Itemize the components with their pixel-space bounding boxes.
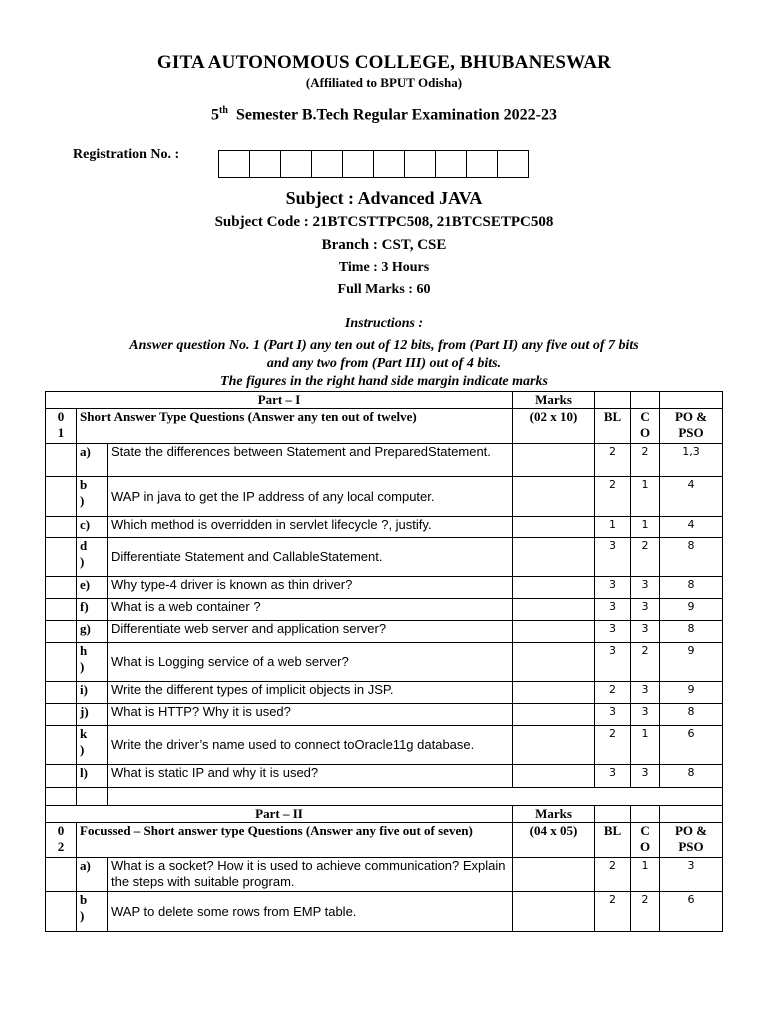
- po-value: 8: [660, 538, 723, 577]
- row-spacer: [46, 621, 77, 643]
- question-row: [46, 682, 723, 704]
- row-spacer: [46, 858, 77, 892]
- co-value: 3: [631, 704, 660, 726]
- marks-cell: [513, 726, 595, 765]
- question-text: Why type-4 driver is known as thin driver?: [108, 577, 513, 599]
- label-line: i): [80, 682, 88, 697]
- marks-cell: [513, 682, 595, 704]
- label-line: j): [80, 704, 89, 719]
- registration-boxes[interactable]: [218, 150, 529, 178]
- question-text: What is HTTP? Why it is used?: [108, 704, 513, 726]
- bl-value: 2: [595, 682, 631, 704]
- reg-box[interactable]: [498, 151, 528, 177]
- question-row: [46, 599, 723, 621]
- question-row: [46, 726, 723, 765]
- college-name: GITA AUTONOMOUS COLLEGE, BHUBANESWAR: [156, 52, 612, 73]
- bl-value: 2: [595, 726, 631, 765]
- co-value: 3: [631, 599, 660, 621]
- reg-box[interactable]: [219, 151, 250, 177]
- question-row: [46, 577, 723, 599]
- reg-box[interactable]: [467, 151, 498, 177]
- marks-cell: [513, 704, 595, 726]
- marks-cell: [513, 765, 595, 788]
- question-label: [77, 858, 108, 892]
- section-heading: Short Answer Type Questions (Answer any ten out of twelve): [77, 409, 513, 444]
- subject: Subject : Advanced JAVA: [285, 188, 483, 208]
- question-text: WAP to delete some rows from EMP table.: [108, 892, 513, 932]
- reg-box[interactable]: [312, 151, 343, 177]
- row-spacer: [46, 892, 77, 932]
- question-text: What is Logging service of a web server?: [108, 643, 513, 682]
- time: Time : 3 Hours: [338, 260, 430, 275]
- section-marks: (02 x 10): [513, 409, 595, 444]
- po-value: 8: [660, 621, 723, 643]
- instruction-line: The figures in the right hand side margin indicate marks: [220, 374, 548, 389]
- question-row: [46, 621, 723, 643]
- row-spacer: [46, 477, 77, 517]
- po-value: 6: [660, 726, 723, 765]
- label-line: d: [80, 538, 88, 553]
- reg-box[interactable]: [343, 151, 374, 177]
- row-spacer: [46, 599, 77, 621]
- reg-box[interactable]: [250, 151, 281, 177]
- question-row: [46, 517, 723, 538]
- instruction-line: and any two from (Part III) out of 4 bits.: [266, 356, 502, 371]
- question-row: [46, 444, 723, 477]
- po-value: 6: [660, 892, 723, 932]
- question-text: Differentiate web server and application server?: [108, 621, 513, 643]
- question-label: [77, 577, 108, 599]
- bl-value: 2: [595, 477, 631, 517]
- co-value: 2: [631, 538, 660, 577]
- question-text: Differentiate Statement and CallableStatement.: [108, 538, 513, 577]
- marks-cell: [513, 477, 595, 517]
- bl-header: BL: [595, 823, 631, 858]
- bl-value: 3: [595, 538, 631, 577]
- exam-title: [0, 105, 768, 124]
- label-line: f): [80, 599, 89, 614]
- po-value: 8: [660, 704, 723, 726]
- label-line: ): [80, 493, 85, 508]
- bl-value: 2: [595, 892, 631, 932]
- question-label: [77, 517, 108, 538]
- label-line: ): [80, 908, 85, 923]
- blank-cell: [46, 788, 77, 806]
- branch: Branch : CST, CSE: [321, 237, 447, 253]
- blank-row: [46, 788, 723, 806]
- reg-box[interactable]: [374, 151, 405, 177]
- co-value: 3: [631, 682, 660, 704]
- question-label: [77, 477, 108, 517]
- row-spacer: [46, 765, 77, 788]
- bl-value: 2: [595, 858, 631, 892]
- co-value: 3: [631, 765, 660, 788]
- instructions-heading: Instructions :: [344, 316, 424, 331]
- question-row: [46, 538, 723, 577]
- part-header-row: [46, 392, 723, 409]
- co-value: 2: [631, 444, 660, 477]
- marks-cell: [513, 517, 595, 538]
- section-heading: Focussed – Short answer type Questions (Answer any five out of seven): [77, 823, 513, 858]
- po-value: 4: [660, 517, 723, 538]
- question-label: [77, 726, 108, 765]
- subject-code: Subject Code : 21BTCSTTPC508, 21BTCSETPC508: [214, 214, 554, 230]
- label-line: ): [80, 554, 85, 569]
- blank-cell: [108, 788, 723, 806]
- part-title: Part – I: [46, 392, 513, 409]
- reg-box[interactable]: [436, 151, 467, 177]
- section-header-row: [46, 409, 723, 444]
- part-title: Part – II: [46, 806, 513, 823]
- empty-cell: [631, 806, 660, 823]
- co-header: [631, 823, 660, 858]
- question-label: [77, 538, 108, 577]
- question-label: [77, 704, 108, 726]
- po-value: 9: [660, 643, 723, 682]
- label-line: a): [80, 444, 91, 459]
- row-spacer: [46, 682, 77, 704]
- question-label: [77, 621, 108, 643]
- reg-box[interactable]: [405, 151, 436, 177]
- marks-cell: [513, 643, 595, 682]
- label-line: a): [80, 858, 91, 873]
- po-value: 3: [660, 858, 723, 892]
- question-text: What is a socket? How it is used to achieve communication? Explain the steps with suitable program.: [108, 858, 513, 892]
- question-label: [77, 444, 108, 477]
- marks-cell: [513, 621, 595, 643]
- qno-line: 0: [57, 823, 65, 838]
- row-spacer: [46, 577, 77, 599]
- label-line: k: [80, 726, 88, 741]
- question-number: 0 1: [46, 409, 77, 444]
- marks-cell: [513, 577, 595, 599]
- qno-line: 2: [57, 839, 65, 854]
- co-value: 1: [631, 858, 660, 892]
- question-label: [77, 599, 108, 621]
- row-spacer: [46, 726, 77, 765]
- marks-cell: [513, 599, 595, 621]
- co-value: 3: [631, 577, 660, 599]
- co-value: 2: [631, 892, 660, 932]
- marks-cell: [513, 858, 595, 892]
- row-spacer: [46, 538, 77, 577]
- label-line: b: [80, 477, 88, 492]
- bl-value: 3: [595, 621, 631, 643]
- question-row: [46, 477, 723, 517]
- question-row: [46, 704, 723, 726]
- question-text: Write the different types of implicit objects in JSP.: [108, 682, 513, 704]
- row-spacer: [46, 517, 77, 538]
- po-value: 4: [660, 477, 723, 517]
- question-text: WAP in java to get the IP address of any local computer.: [108, 477, 513, 517]
- co-header: C O: [631, 409, 660, 444]
- label-line: ): [80, 659, 85, 674]
- label-line: e): [80, 577, 91, 592]
- bl-value: 3: [595, 643, 631, 682]
- bl-value: 2: [595, 444, 631, 477]
- empty-cell: [660, 806, 723, 823]
- instruction-line: Answer question No. 1 (Part I) any ten out of 12 bits, from (Part II) any five out of 7 bits: [129, 338, 639, 353]
- bl-value: 3: [595, 765, 631, 788]
- co-value: 2: [631, 643, 660, 682]
- row-spacer: [46, 643, 77, 682]
- label-line: g): [80, 621, 91, 636]
- question-text: What is static IP and why it is used?: [108, 765, 513, 788]
- affiliation: (Affiliated to BPUT Odisha): [305, 75, 463, 90]
- po-value: 1,3: [660, 444, 723, 477]
- label-line: b: [80, 892, 88, 907]
- co-value: 1: [631, 726, 660, 765]
- co-value: 1: [631, 517, 660, 538]
- registration-label: Registration No. :: [73, 147, 180, 162]
- co-value: 3: [631, 621, 660, 643]
- section-header-row: [46, 823, 723, 858]
- question-text: What is a web container ?: [108, 599, 513, 621]
- question-label: [77, 643, 108, 682]
- po-value: 9: [660, 599, 723, 621]
- row-spacer: [46, 704, 77, 726]
- question-text: Which method is overridden in servlet lifecycle ?, justify.: [108, 517, 513, 538]
- marks-cell: [513, 538, 595, 577]
- semester-suffix: th: [219, 105, 228, 116]
- full-marks: Full Marks : 60: [337, 282, 431, 297]
- marks-cell: [513, 444, 595, 477]
- section-marks: (04 x 05): [513, 823, 595, 858]
- blank-cell: [77, 788, 108, 806]
- co-line: O: [639, 839, 651, 854]
- bl-value: 3: [595, 599, 631, 621]
- question-number: [46, 823, 77, 858]
- bl-header: BL: [595, 409, 631, 444]
- po-value: 9: [660, 682, 723, 704]
- marks-label: Marks: [513, 806, 595, 823]
- question-text: Write the driver’s name used to connect toOracle11g database.: [108, 726, 513, 765]
- bl-value: 3: [595, 577, 631, 599]
- po-value: 8: [660, 765, 723, 788]
- bl-value: 1: [595, 517, 631, 538]
- empty-cell: [595, 806, 631, 823]
- marks-label: Marks: [513, 392, 595, 409]
- po-value: 8: [660, 577, 723, 599]
- question-row: [46, 643, 723, 682]
- label-line: l): [80, 765, 88, 780]
- semester-number: 5: [211, 106, 220, 124]
- part-header-row: [46, 806, 723, 823]
- exam-name: Semester B.Tech Regular Examination 2022-23: [235, 106, 557, 124]
- label-line: h: [80, 643, 88, 658]
- label-line: ): [80, 742, 85, 757]
- question-row: [46, 892, 723, 932]
- question-label: [77, 682, 108, 704]
- row-spacer: [46, 444, 77, 477]
- bl-value: 3: [595, 704, 631, 726]
- question-label: [77, 892, 108, 932]
- marks-cell: [513, 892, 595, 932]
- question-row: [46, 765, 723, 788]
- question-text: State the differences between Statement and PreparedStatement.: [108, 444, 513, 477]
- question-table: [45, 391, 723, 932]
- po-header: PO & PSO: [660, 823, 723, 858]
- label-line: c): [80, 517, 91, 532]
- reg-box[interactable]: [281, 151, 312, 177]
- question-row: [46, 858, 723, 892]
- co-line: C: [640, 823, 650, 838]
- question-label: [77, 765, 108, 788]
- po-header: PO & PSO: [660, 409, 723, 444]
- co-value: 1: [631, 477, 660, 517]
